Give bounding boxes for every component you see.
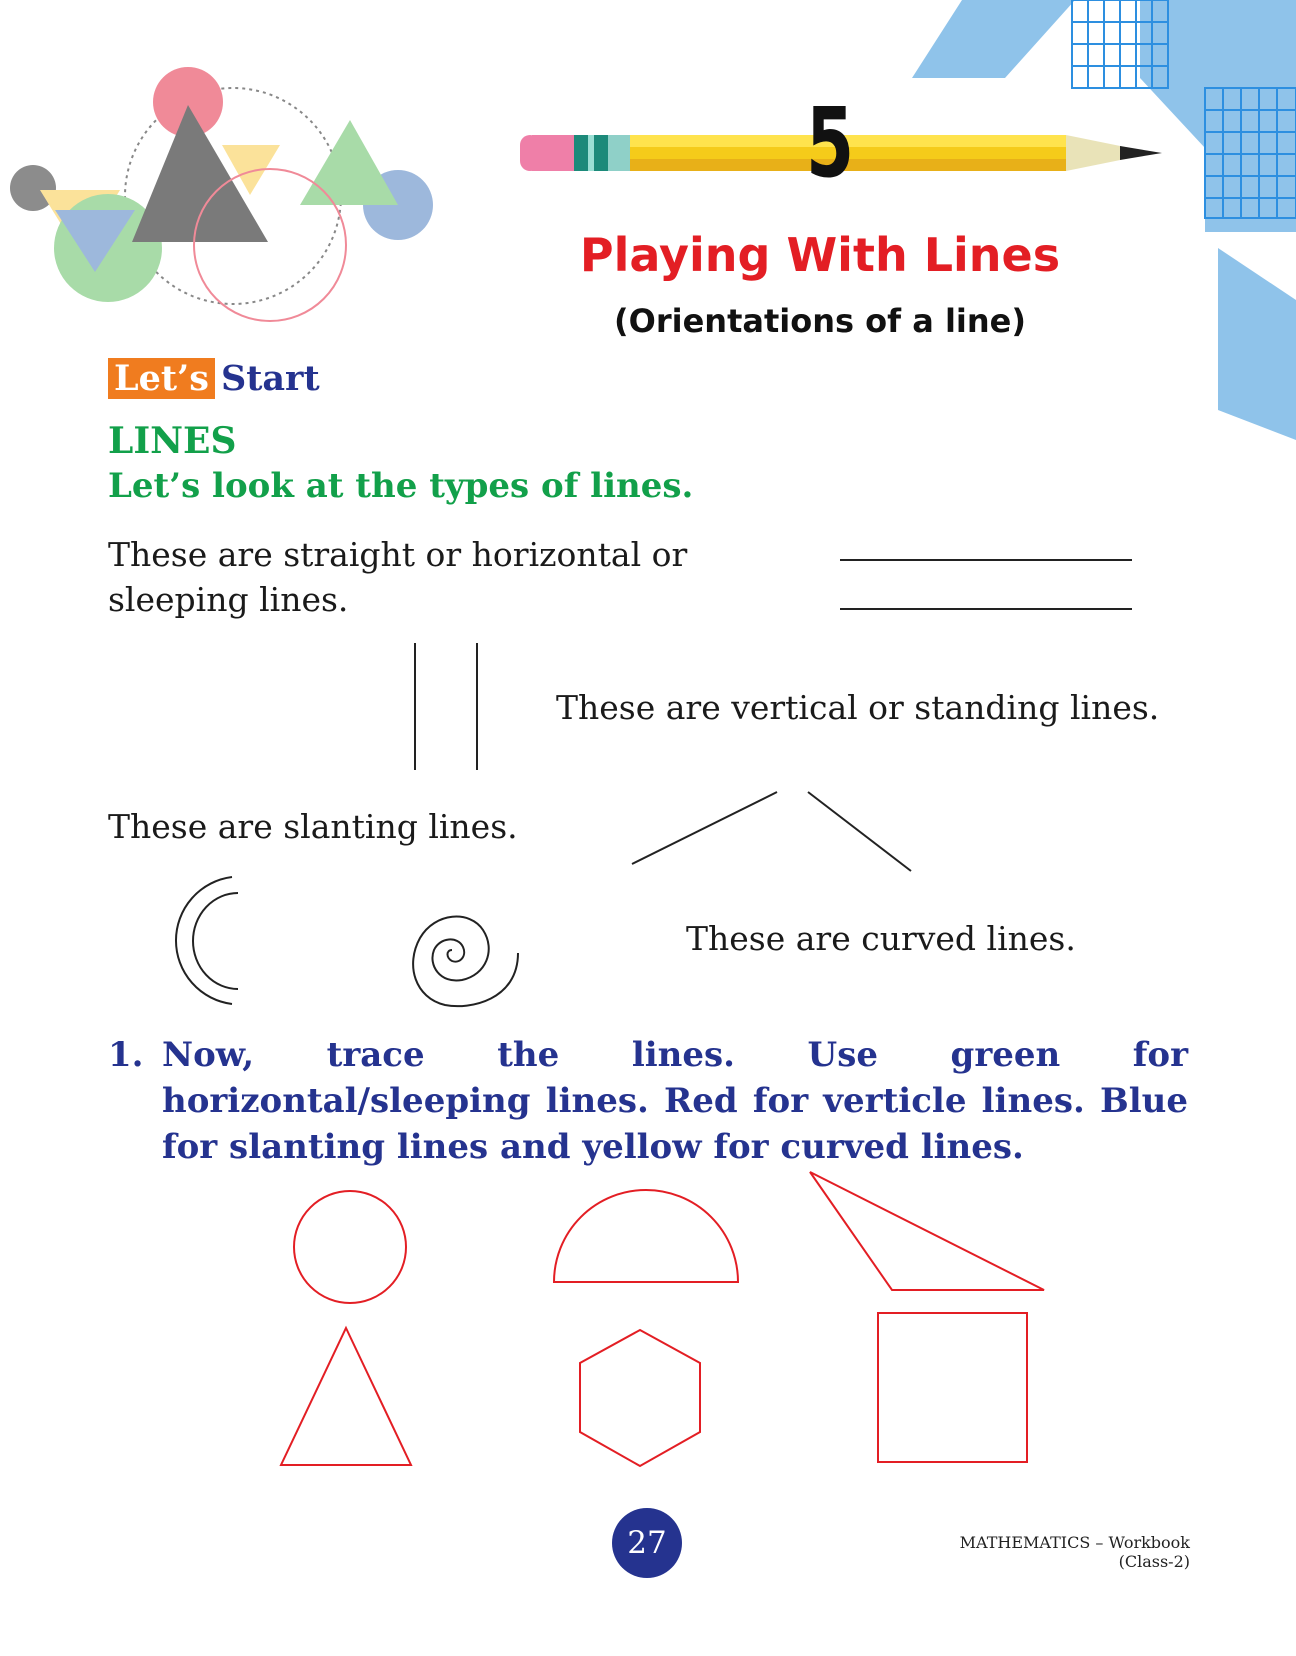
lets-start-rest: Start <box>220 358 320 399</box>
section-subheading: Let’s look at the types of lines. <box>108 466 694 506</box>
horizontal-lines <box>840 560 1132 609</box>
lets-start-tag: Let’s <box>108 358 215 399</box>
triangle-shape <box>281 1328 411 1465</box>
footer-book-title: MATHEMATICS – Workbook (Class-2) <box>959 1533 1190 1571</box>
chapter-number: 5 <box>805 87 855 199</box>
hexagon-shape <box>580 1330 700 1466</box>
slanting-lines-text: These are slanting lines. <box>108 807 518 846</box>
chapter-subtitle: (Orientations of a line) <box>614 302 1026 340</box>
exercise-number: 1. <box>108 1035 144 1075</box>
vertical-lines <box>415 643 477 770</box>
curved-lines-text: These are curved lines. <box>686 919 1076 958</box>
exercise-instruction <box>108 1032 1188 1170</box>
shapes-collage <box>10 67 433 321</box>
page-number: 27 <box>612 1508 682 1578</box>
semicircle-shape <box>554 1190 738 1282</box>
corner-decoration <box>912 0 1296 440</box>
exercise-text: Now, trace the lines. Use green for horizontal/sleeping lines. Red for verticle lines. Blue for slanting lines and yellow for curved lines. <box>162 1035 1188 1167</box>
lets-start-heading <box>108 358 320 400</box>
right-triangle-shape <box>810 1172 1044 1290</box>
horizontal-lines-text: These are straight or horizontal or sleeping lines. <box>108 535 688 619</box>
circle-shape <box>294 1191 406 1303</box>
tracing-shapes <box>281 1172 1044 1466</box>
chapter-title: Playing With Lines <box>579 228 1061 282</box>
vertical-lines-text: These are vertical or standing lines. <box>556 688 1160 727</box>
curved-lines <box>176 877 518 1006</box>
square-shape <box>878 1313 1027 1462</box>
section-heading: LINES <box>108 420 237 462</box>
slanting-lines <box>632 792 911 871</box>
